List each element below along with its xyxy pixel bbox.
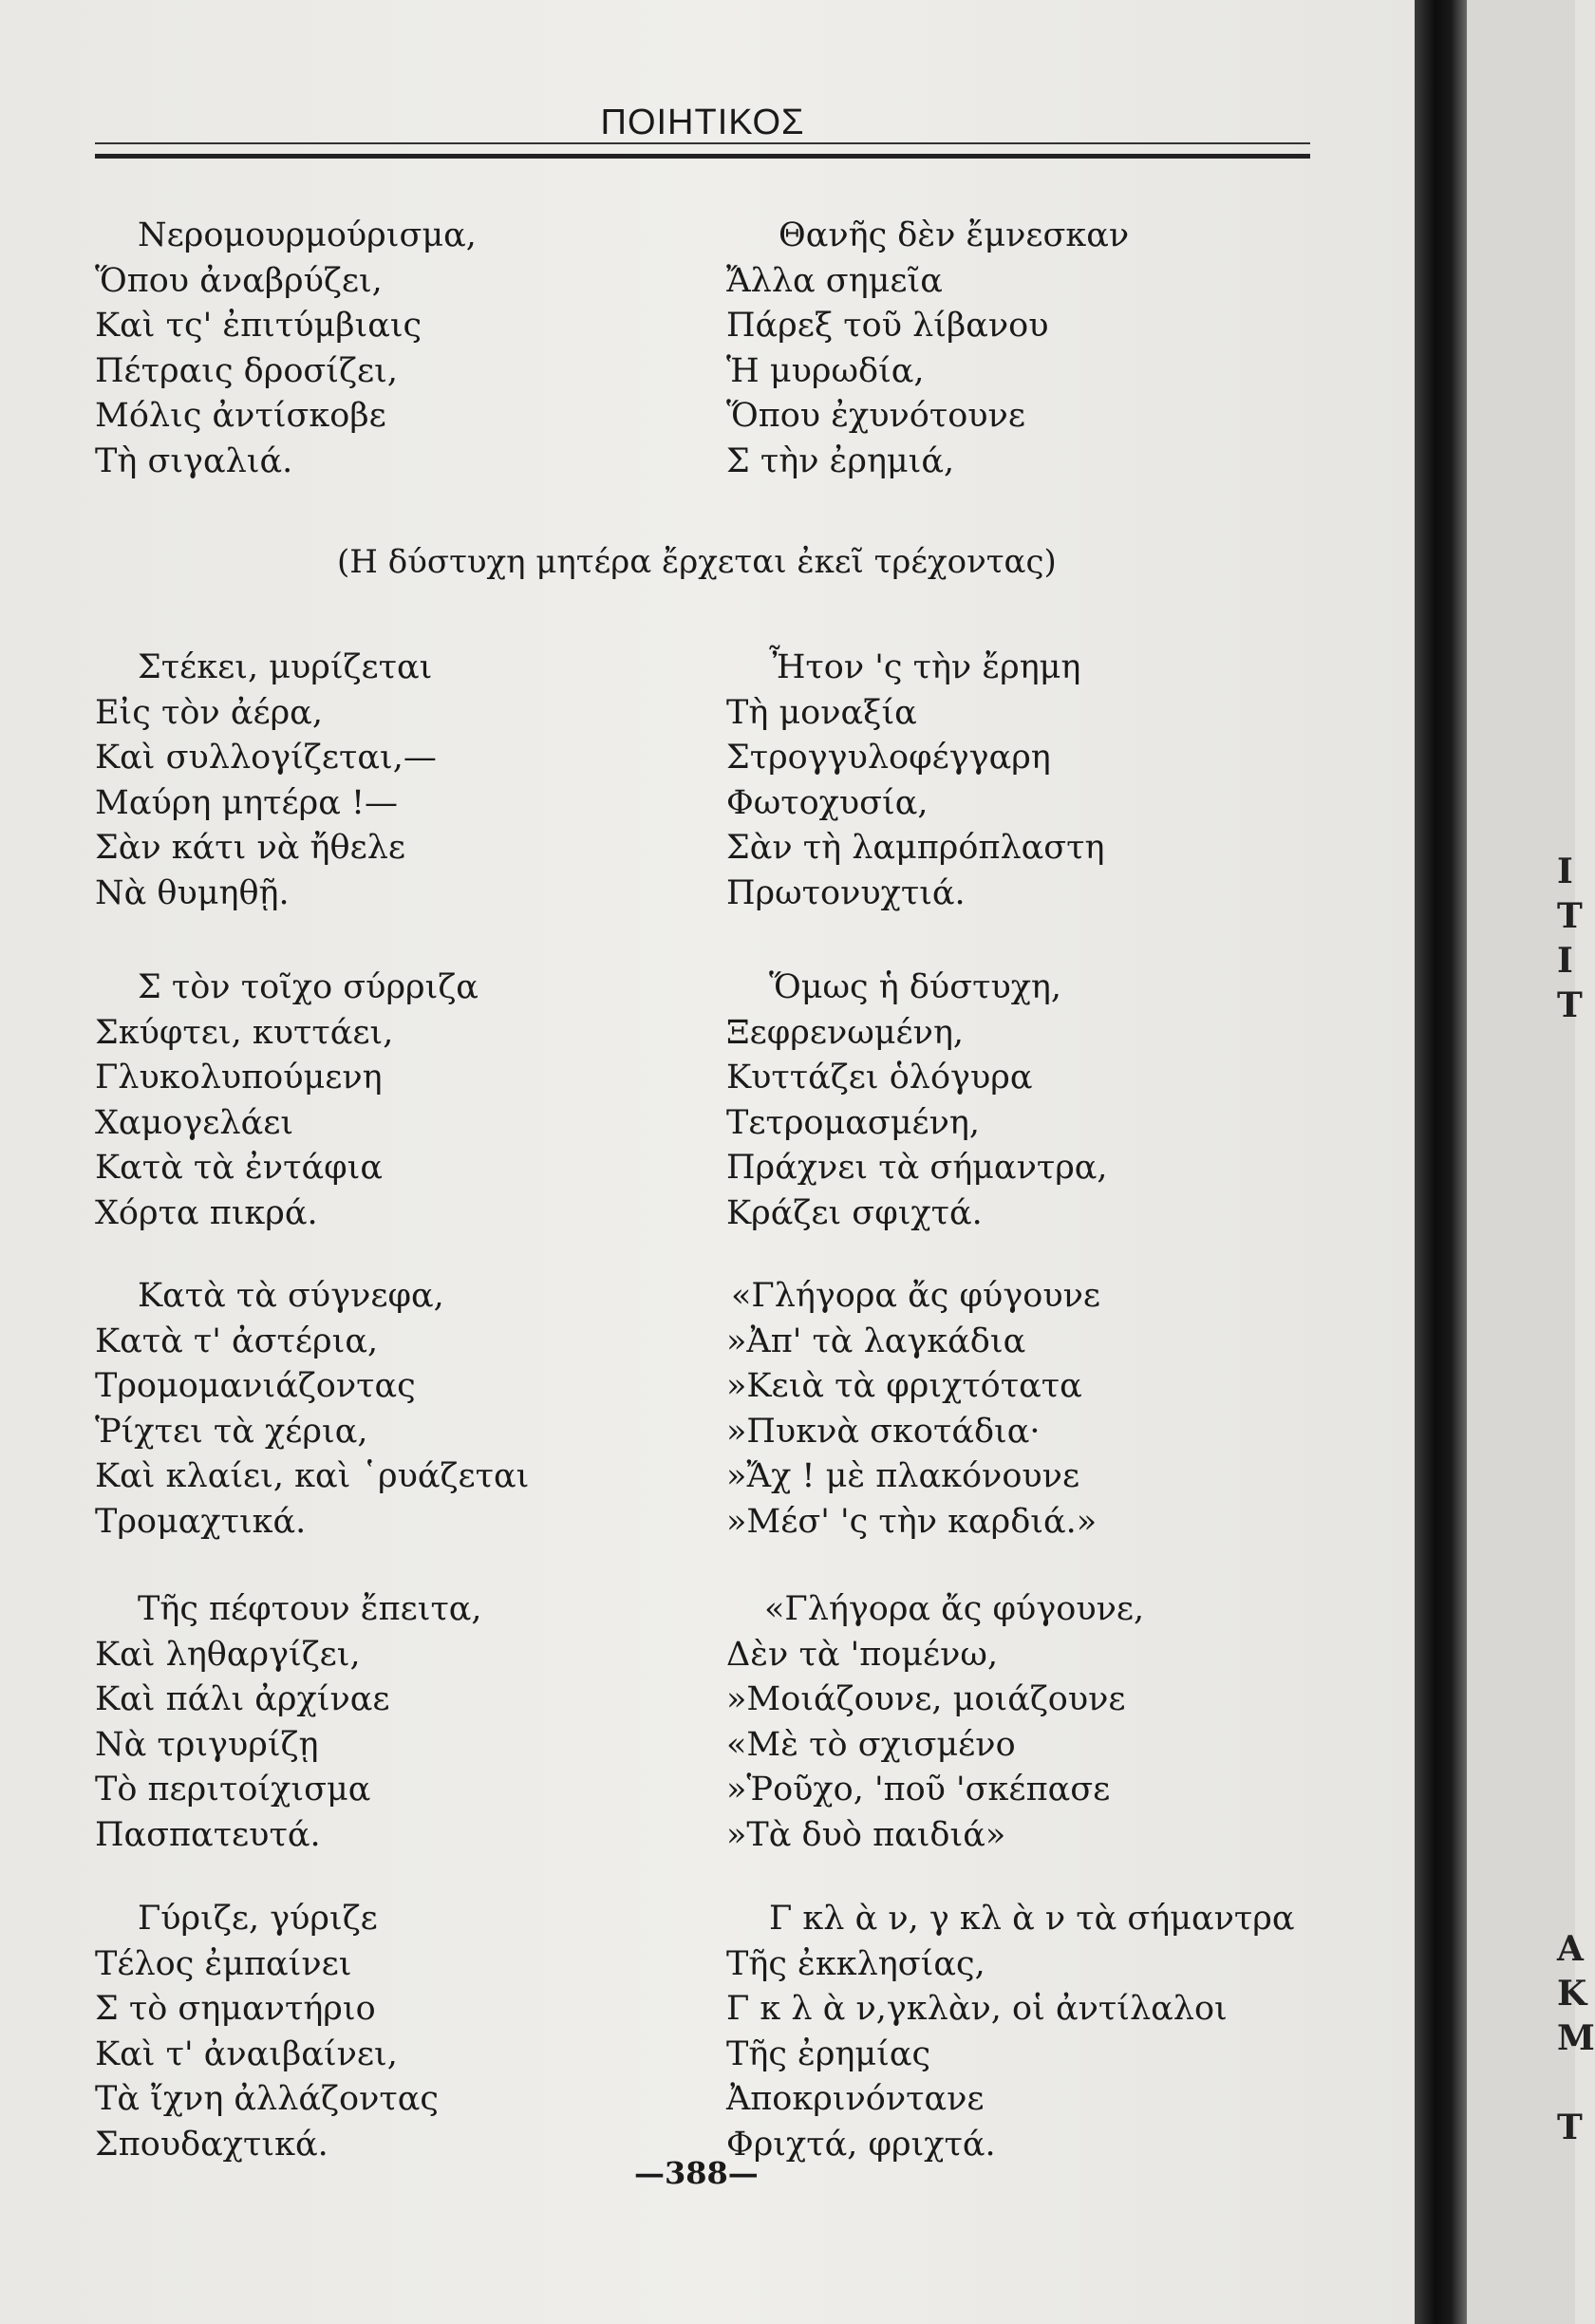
- verse-line: Σ τὸν τοῖχο σύρριζα: [138, 968, 478, 1006]
- adjacent-page-edge: [1467, 0, 1595, 2324]
- verse-line: Χαμογελάει: [95, 1103, 294, 1142]
- verse-line: «Γλήγορα ἄς φύγουνε,: [764, 1590, 1145, 1628]
- verse-line: Ξεφρενωμένη,: [726, 1013, 965, 1052]
- verse-line: »Πυκνὰ σκοτάδια·: [726, 1412, 1041, 1451]
- verse-line: Τρομομανιάζοντας: [95, 1367, 416, 1405]
- verse-line: Κράζει σφιχτά.: [726, 1193, 983, 1232]
- verse-line: Ὅμως ἡ δύστυχη,: [769, 968, 1062, 1006]
- verse-line: Στέκει, μυρίζεται: [138, 648, 433, 686]
- header-rule-thick: [95, 154, 1310, 159]
- verse-line: Πέτραις δροσίζει,: [95, 351, 398, 390]
- verse-line: Φωτοχυσία,: [726, 783, 929, 822]
- verse-line: »Τὰ δυὸ παιδιά»: [726, 1815, 1006, 1854]
- verse-line: »Κειὰ τὰ φριχτότατα: [726, 1367, 1082, 1405]
- right-stanza-4: [726, 1274, 1100, 1545]
- verse-line: Τὴ μοναξία: [726, 693, 917, 732]
- verse-line: Ὅπου ἐχυνότουνε: [726, 397, 1025, 435]
- right-stanza-6: [726, 1897, 1295, 2167]
- left-stanza-6: [95, 1897, 439, 2167]
- verse-line: Καὶ ληθαργίζει,: [95, 1635, 361, 1674]
- verse-line: Κατὰ τὰ σύγνεφα,: [138, 1277, 444, 1315]
- verse-line: Τῆς πέφτουν ἔπειτα,: [138, 1590, 482, 1628]
- verse-line: Καὶ πάλι ἀρχίναε: [95, 1680, 390, 1718]
- running-header: ΠΟΙΗΤΙΚΟΣ: [600, 103, 805, 142]
- verse-line: Σπουδαχτικά.: [95, 2125, 328, 2164]
- verse-line: Θανῆς δὲν ἔμνεσκαν: [779, 216, 1130, 254]
- verse-line: Πρωτονυχτιά.: [726, 873, 966, 912]
- verse-line: Μόλις ἀντίσκοβε: [95, 397, 386, 435]
- verse-line: Γλυκολυπούμενη: [95, 1059, 383, 1096]
- verse-line: Ἄλλα σημεῖα: [726, 261, 943, 300]
- verse-line: Καὶ τς' ἐπιτύμβιαις: [95, 307, 422, 345]
- verse-line: Καὶ τ' ἀναιβαίνει,: [95, 2034, 398, 2073]
- edge-letter: Τ: [1557, 2108, 1583, 2147]
- verse-line: Τετρομασμένη,: [726, 1103, 981, 1142]
- verse-line: Γ κ λ ὰ ν,γκλὰν, οἱ ἀντίλαλοι: [726, 1990, 1228, 2028]
- book-gutter: [1415, 0, 1467, 2324]
- verse-line: Φριχτά, φριχτά.: [726, 2125, 996, 2164]
- verse-line: Χόρτα πικρά.: [95, 1193, 318, 1232]
- left-stanza-2: [95, 646, 437, 916]
- verse-line: Καὶ συλλογίζεται,—: [95, 739, 437, 777]
- right-stanza-2: [726, 646, 1105, 916]
- edge-letter: Τ: [1557, 896, 1583, 936]
- verse-line: »Μοιάζουνε, μοιάζουνε: [726, 1680, 1126, 1718]
- edge-letter: Ι: [1557, 941, 1573, 981]
- verse-line: Πάρεξ τοῦ λίβανου: [726, 307, 1049, 345]
- edge-letter: Μ: [1557, 2018, 1595, 2058]
- verse-line: »Ἀπ' τὰ λαγκάδια: [726, 1321, 1026, 1360]
- verse-line: «Γλήγορα ἄς φύγουνε: [731, 1277, 1100, 1315]
- verse-line: Γύριζε, γύριζε: [138, 1900, 378, 1938]
- verse-line: Σ τὸ σημαντήριο: [95, 1990, 376, 2028]
- verse-line: Τὰ ἴχνη ἀλλάζοντας: [95, 2080, 439, 2118]
- verse-line: Τὴ σιγαλιά.: [95, 441, 293, 480]
- verse-line: Εἰς τὸν ἀέρα,: [95, 693, 323, 732]
- verse-line: Πασπατευτά.: [95, 1815, 321, 1854]
- verse-line: Ἡ μυρωδία,: [726, 351, 925, 390]
- verse-line: Σ τὴν ἐρημιά,: [726, 441, 955, 480]
- verse-line: Μαύρη μητέρα !—: [95, 783, 399, 822]
- verse-line: Τῆς ἐρημίας: [726, 2034, 931, 2073]
- header-rule-thin: [95, 142, 1310, 144]
- right-stanza-5: [726, 1587, 1144, 1858]
- verse-line: Δὲν τὰ 'πομένω,: [726, 1635, 999, 1674]
- left-stanza-4: [95, 1274, 529, 1545]
- verse-line: Σκύφτει, κυττάει,: [95, 1013, 394, 1052]
- verse-line: Σὰν τὴ λαμπρόπλαστη: [726, 829, 1105, 867]
- page-number: —388—: [634, 2155, 759, 2191]
- verse-line: Τέλος ἐμπαίνει: [95, 1944, 352, 1983]
- left-stanza-5: [95, 1587, 482, 1858]
- verse-line: Πράχνει τὰ σήμαντρα,: [726, 1149, 1108, 1187]
- verse-line: Ἦτον 'ς τὴν ἔρημη: [769, 648, 1081, 686]
- verse-line: Κυττάζει ὁλόγυρα: [726, 1059, 1033, 1096]
- right-stanza-3: [726, 965, 1108, 1236]
- verse-line: Γ κλ ὰ ν, γ κλ ὰ ν τὰ σήμαντρα: [769, 1900, 1295, 1938]
- verse-line: Καὶ κλαίει, καὶ ῾ρυάζεται: [95, 1457, 530, 1495]
- verse-line: Νὰ θυμηθῇ.: [95, 873, 290, 912]
- verse-line: Νερομουρμούρισμα,: [138, 216, 477, 254]
- edge-letter: Τ: [1557, 985, 1583, 1025]
- verse-line: »Μέσ' 'ς τὴν καρδιά.»: [726, 1502, 1098, 1541]
- verse-line: Ἀποκρινόντανε: [726, 2080, 985, 2118]
- verse-line: Νὰ τριγυρίζῃ: [95, 1725, 319, 1764]
- edge-letter: Ι: [1557, 852, 1573, 891]
- edge-letter: Α: [1557, 1929, 1584, 1969]
- verse-line: Κατὰ τὰ ἐντάφια: [95, 1149, 383, 1187]
- verse-line: »Ῥοῦχο, 'ποῦ 'σκέπασε: [726, 1771, 1111, 1809]
- right-stanza-1: [726, 214, 1129, 484]
- verse-line: «Μὲ τὸ σχισμένο: [726, 1725, 1016, 1764]
- verse-line: Κατὰ τ' ἀστέρια,: [95, 1321, 379, 1360]
- verse-line: Ῥίχτει τὰ χέρια,: [95, 1412, 368, 1451]
- verse-line: Τρομαχτικά.: [95, 1502, 307, 1541]
- verse-line: Στρογγυλοφέγγαρη: [726, 739, 1051, 777]
- verse-line: Τὸ περιτοίχισμα: [95, 1771, 371, 1809]
- verse-line: Τῆς ἐκκλησίας,: [726, 1944, 985, 1983]
- edge-letter: Κ: [1557, 1974, 1587, 2014]
- stage-direction: (Η δύστυχη μητέρα ἔρχεται ἐκεῖ τρέχοντας): [337, 543, 1057, 581]
- verse-line: »Ἄχ ! μὲ πλακόνουνε: [726, 1457, 1080, 1495]
- left-stanza-3: [95, 965, 478, 1236]
- left-stanza-1: [95, 214, 477, 484]
- verse-line: Ὅπου ἀναβρύζει,: [95, 261, 383, 300]
- verse-line: Σὰν κάτι νὰ ἤθελε: [95, 829, 406, 867]
